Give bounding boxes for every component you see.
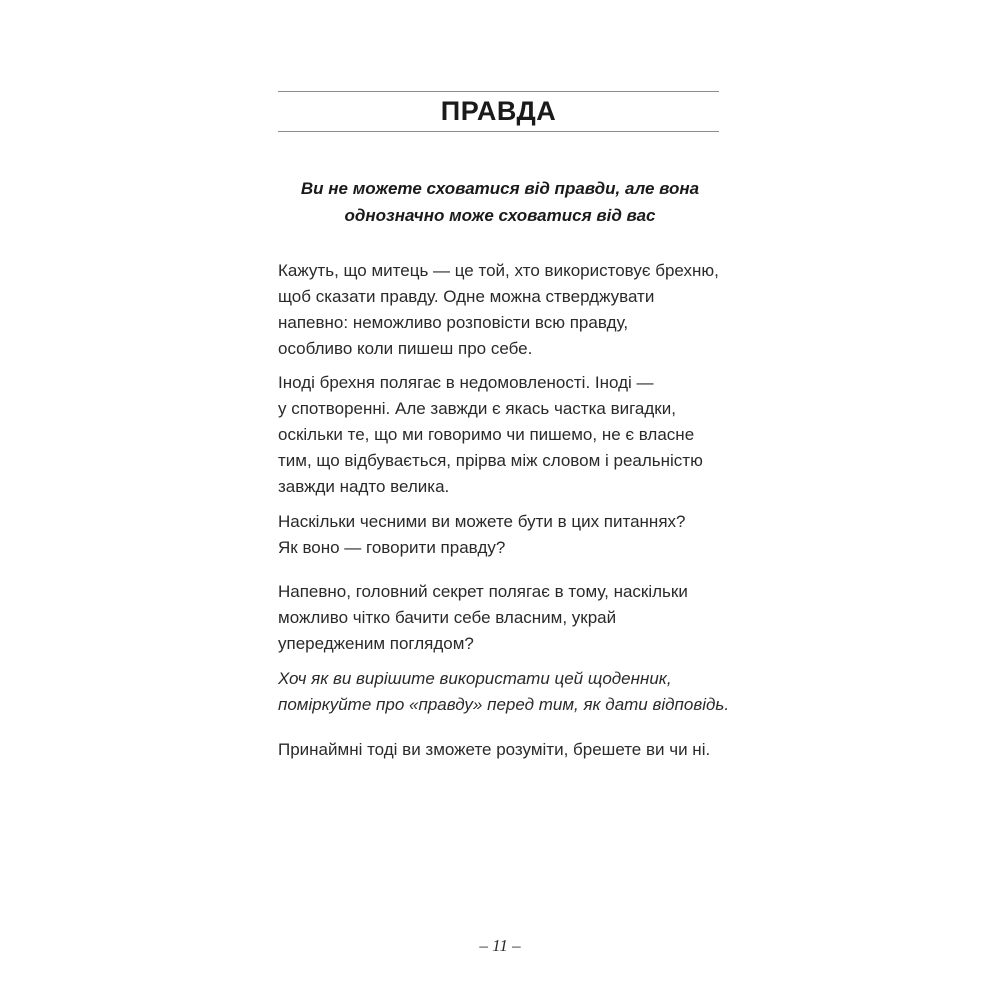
epigraph-line: однозначно може сховатися від вас bbox=[344, 206, 656, 225]
paragraph-line: Як воно — говорити правду? bbox=[278, 538, 506, 557]
paragraph-1 bbox=[278, 258, 738, 362]
paragraph-line: завжди надто велика. bbox=[278, 477, 450, 496]
page-number: – 11 – bbox=[479, 936, 521, 955]
paragraph-line: Наскільки чесними ви можете бути в цих питаннях? bbox=[278, 512, 686, 531]
paragraph-line: Хоч як ви вирішите використати цей щоденник, bbox=[278, 669, 672, 688]
paragraph-line: Напевно, головний секрет полягає в тому, наскільки bbox=[278, 582, 688, 601]
paragraph-3 bbox=[278, 509, 738, 561]
paragraph-line: поміркуйте про «правду» перед тим, як дати відповідь. bbox=[278, 695, 730, 714]
epigraph-line: Ви не можете сховатися від правди, але вона bbox=[300, 179, 700, 198]
paragraph-2 bbox=[278, 370, 738, 500]
paragraph-line: Іноді брехня полягає в недомовленості. Іноді — bbox=[278, 373, 654, 392]
paragraph-line: напевно: неможливо розповісти всю правду, bbox=[278, 313, 629, 332]
heading-rule-bottom bbox=[278, 131, 719, 132]
paragraph-line: упередженим поглядом? bbox=[278, 634, 474, 653]
chapter-title: ПРАВДА bbox=[440, 96, 557, 126]
paragraph-line: тим, що відбувається, прірва між словом і реальністю bbox=[278, 451, 703, 470]
paragraph-6 bbox=[278, 737, 738, 763]
paragraph-line: оскільки те, що ми говоримо чи пишемо, не є власне bbox=[278, 425, 695, 444]
paragraph-5-italic bbox=[278, 666, 738, 718]
paragraph-line: Принаймні тоді ви зможете розуміти, брешете ви чи ні. bbox=[278, 740, 711, 759]
paragraph-4 bbox=[278, 579, 738, 657]
paragraph-line: можливо чітко бачити себе власним, украй bbox=[278, 608, 617, 627]
paragraph-line: особливо коли пишеш про себе. bbox=[278, 339, 533, 358]
epigraph bbox=[270, 175, 730, 229]
paragraph-line: щоб сказати правду. Одне можна стверджувати bbox=[278, 287, 655, 306]
paragraph-line: у спотворенні. Але завжди є якась частка вигадки, bbox=[278, 399, 676, 418]
paragraph-line: Кажуть, що митець — це той, хто використовує брехню, bbox=[278, 261, 719, 280]
